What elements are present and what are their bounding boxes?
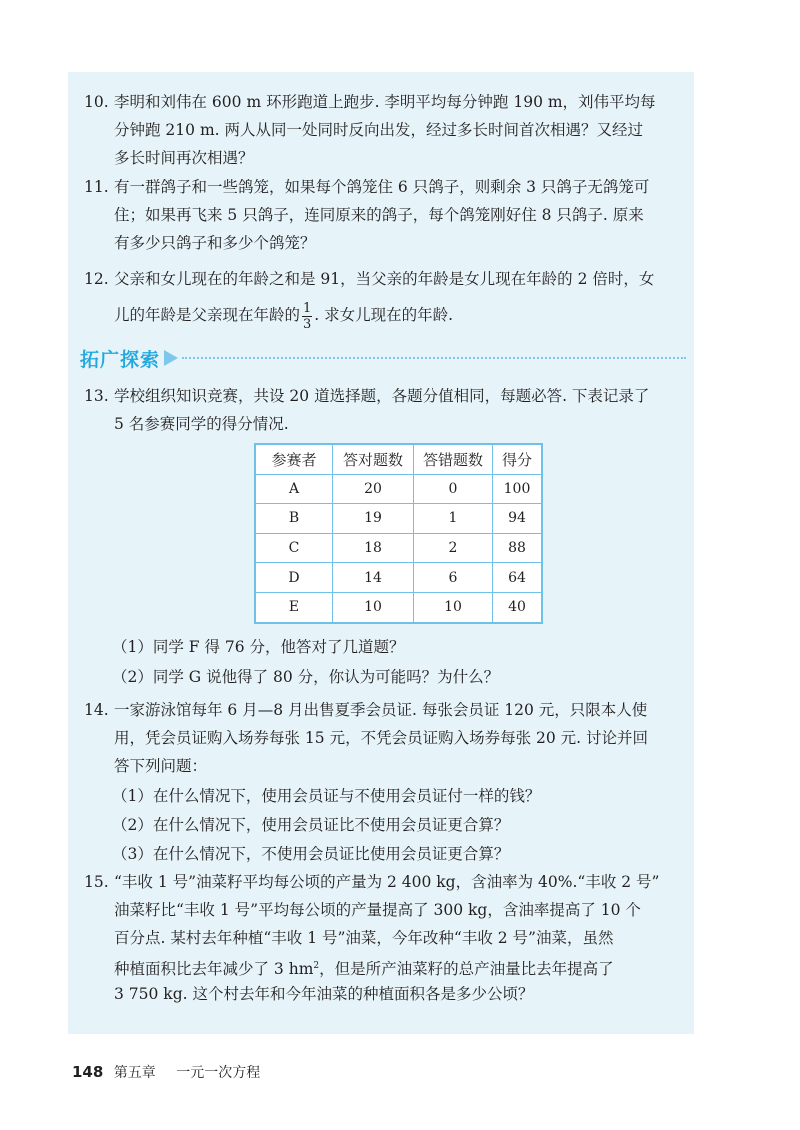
problem-text-line: 5 名参赛同学的得分情况. — [114, 415, 289, 433]
problem-text-line: 油菜籽比“丰收 1 号”平均每公顷的产量提高了 300 kg，含油率提高了 10 个 — [114, 901, 641, 919]
table-cell: 40 — [493, 592, 543, 622]
problem-text-line: 有一群鸽子和一些鸽笼，如果每个鸽笼住 6 只鸽子，则剩余 3 只鸽子无鸽笼可 — [114, 178, 650, 196]
chapter-label: 第五章 — [113, 1065, 156, 1081]
table-cell: 18 — [333, 533, 414, 563]
problem-number: 11. — [84, 178, 109, 196]
problem-number: 14. — [84, 701, 109, 719]
problem-text-line: 父亲和女儿现在的年龄之和是 91，当父亲的年龄是女儿现在年龄的 2 倍时，女 — [114, 270, 655, 288]
page-footer — [72, 1062, 260, 1082]
table-cell: 100 — [493, 474, 543, 504]
table-cell: 19 — [333, 504, 414, 534]
problem-10 — [84, 88, 689, 172]
section-divider — [182, 357, 686, 359]
table-row — [255, 504, 542, 534]
sub-question: （1）在什么情况下，使用会员证与不使用会员证付一样的钱？ — [112, 787, 541, 805]
problem-text-line: “丰收 1 号”油菜籽平均每公顷的产量为 2 400 kg，含油率为 40%.“丰收 2 号” — [114, 873, 660, 891]
problem-text-line: 多长时间再次相遇？ — [114, 149, 254, 167]
problem-14 — [84, 696, 689, 780]
chapter-title: 一元一次方程 — [176, 1065, 261, 1081]
score-table — [254, 443, 543, 624]
problem-13 — [84, 382, 689, 438]
table-cell: 94 — [493, 504, 543, 534]
table-cell: 0 — [414, 474, 493, 504]
problem-text-line: 学校组织知识竞赛，共设 20 道选择题，各题分值相同，每题必答. 下表记录了 — [114, 387, 650, 405]
problem-text: ，但是所产油菜籽的总产油量比去年提高了 — [319, 960, 614, 979]
problem-text-line — [114, 952, 689, 980]
fraction-numerator: 1 — [303, 300, 312, 316]
table-header-row — [255, 444, 542, 474]
problem-text: . 求女儿现在的年龄. — [314, 306, 454, 324]
superscript: 2 — [313, 961, 320, 971]
problem-text-line: 3 750 kg. 这个村去年和今年油菜的种植面积各是多少公顷？ — [114, 985, 534, 1003]
table-cell: C — [255, 533, 333, 563]
table-row — [255, 563, 542, 593]
table-cell: 64 — [493, 563, 543, 593]
section-title: 拓广探索 — [80, 348, 161, 371]
fraction-denominator: 3 — [303, 316, 312, 332]
table-row — [255, 474, 542, 504]
problem-12 — [84, 265, 689, 337]
table-cell: 10 — [414, 592, 493, 622]
table-row — [255, 592, 542, 622]
sub-question: （1）同学 F 得 76 分，他答对了几道题？ — [112, 638, 405, 656]
table-header-cell: 参赛者 — [255, 444, 333, 474]
sub-question: （2）同学 G 说他得了 80 分，你认为可能吗？为什么？ — [112, 668, 500, 686]
problem-number: 12. — [84, 270, 109, 288]
page-number: 148 — [72, 1063, 104, 1081]
table-cell: 6 — [414, 563, 493, 593]
sub-question: （3）在什么情况下，不使用会员证比使用会员证更合算？ — [112, 845, 510, 863]
problem-text-line: 有多少只鸽子和多少个鸽笼？ — [114, 234, 316, 252]
section-header — [80, 344, 686, 372]
problem-text-line: 答下列问题： — [114, 757, 208, 775]
table-cell: 10 — [333, 592, 414, 622]
table-cell: 2 — [414, 533, 493, 563]
problem-text-line: 一家游泳馆每年 6 月—8 月出售夏季会员证. 每张会员证 120 元，只限本人使 — [114, 701, 648, 719]
problem-text-line — [114, 293, 689, 337]
table-cell: D — [255, 563, 333, 593]
table-header-cell: 答错题数 — [414, 444, 493, 474]
problem-11 — [84, 173, 689, 257]
problem-15 — [84, 868, 689, 1008]
table-cell: B — [255, 504, 333, 534]
problem-number: 10. — [84, 93, 109, 111]
table-header-cell: 答对题数 — [333, 444, 414, 474]
table-header-cell: 得分 — [493, 444, 543, 474]
table-cell: 1 — [414, 504, 493, 534]
section-arrow-icon — [164, 350, 178, 366]
problem-number: 15. — [84, 873, 109, 891]
problem-text-line: 百分点. 某村去年种植“丰收 1 号”油菜，今年改种“丰收 2 号”油菜，虽然 — [114, 929, 614, 947]
table-cell: E — [255, 592, 333, 622]
table-cell: 20 — [333, 474, 414, 504]
table-cell: 14 — [333, 563, 414, 593]
table-cell: A — [255, 474, 333, 504]
problem-text-line: 分钟跑 210 m. 两人从同一处同时反向出发，经过多长时间首次相遇？又经过 — [114, 121, 643, 139]
sub-question: （2）在什么情况下，使用会员证比不使用会员证更合算？ — [112, 816, 510, 834]
fraction — [302, 301, 312, 332]
problem-text-line: 李明和刘伟在 600 m 环形跑道上跑步. 李明平均每分钟跑 190 m，刘伟平均每 — [114, 93, 656, 111]
problem-number: 13. — [84, 387, 109, 405]
problem-text-line: 用，凭会员证购入场券每张 15 元，不凭会员证购入场券每张 20 元. 讨论并回 — [114, 729, 649, 747]
table-row — [255, 533, 542, 563]
problem-text: 儿的年龄是父亲现在年龄的 — [114, 306, 301, 324]
problem-text: 种植面积比去年减少了 3 hm — [114, 960, 314, 979]
problem-text-line: 住；如果再飞来 5 只鸽子，连同原来的鸽子，每个鸽笼刚好住 8 只鸽子. 原来 — [114, 206, 644, 224]
table-cell: 88 — [493, 533, 543, 563]
